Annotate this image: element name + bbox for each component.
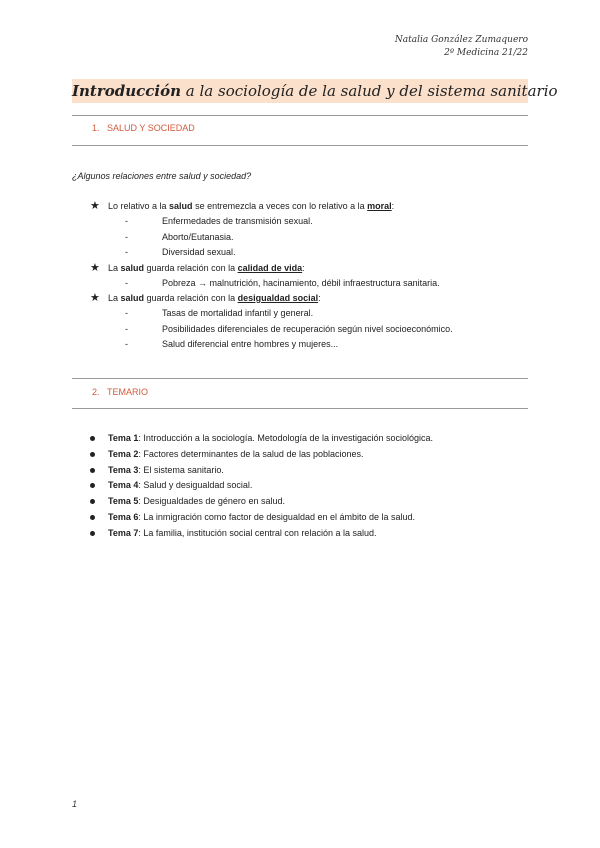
list-item bbox=[90, 447, 530, 463]
item-text: : bbox=[302, 262, 305, 273]
section1-number: 1. bbox=[92, 123, 100, 133]
sub-text: Enfermedades de transmisión sexual. bbox=[162, 216, 313, 226]
list-item bbox=[90, 199, 530, 261]
item-text: Lo relativo a la bbox=[108, 201, 170, 211]
temario-list bbox=[90, 431, 530, 542]
dash-marker: - bbox=[125, 339, 128, 349]
section2-heading bbox=[92, 387, 148, 397]
section1-rule-top bbox=[72, 115, 528, 116]
section2-number: 2. bbox=[92, 387, 100, 397]
item-text: : bbox=[318, 293, 321, 303]
sub-list bbox=[108, 306, 530, 353]
item-text: : bbox=[391, 201, 395, 211]
title-band bbox=[72, 79, 558, 103]
page-title bbox=[72, 82, 558, 100]
tema-text: : Introducción a la sociología. Metodología de la investigación sociológica. bbox=[138, 433, 434, 443]
item-underline: desigualdad social bbox=[237, 293, 319, 303]
bullet-icon bbox=[90, 531, 95, 536]
sub-list bbox=[108, 276, 530, 292]
list-item bbox=[90, 510, 530, 526]
list-item bbox=[90, 478, 530, 494]
sub-item bbox=[125, 322, 530, 338]
item-underline: moral bbox=[367, 201, 392, 211]
sub-text: Pobreza → malnutrición, hacinamiento, débil infraestructura sanitaria. bbox=[162, 277, 440, 288]
section2-rule-top bbox=[72, 378, 528, 379]
tema-text: : El sistema sanitario. bbox=[138, 464, 224, 475]
title-bold: Introducción bbox=[72, 82, 182, 100]
sub-item bbox=[125, 230, 530, 246]
author-name: Natalia González Zumaquero bbox=[394, 35, 528, 45]
tema-text: : La inmigración como factor de desigualdad en el ámbito de la salud. bbox=[138, 511, 416, 522]
item-text: La bbox=[108, 262, 121, 273]
tema-text: : Desigualdades de género en salud. bbox=[138, 496, 285, 507]
title-rest: a la sociología de la salud y del sistema sanitario bbox=[181, 82, 558, 100]
item-underline: calidad de vida bbox=[237, 262, 303, 273]
section1-rule-bottom bbox=[72, 145, 528, 146]
bullet-icon bbox=[90, 499, 95, 504]
item-text: guarda relación con la bbox=[144, 293, 238, 303]
section2-title: TEMARIO bbox=[107, 387, 149, 397]
list-item bbox=[90, 526, 530, 542]
item-text: guarda relación con la bbox=[144, 262, 238, 273]
section2-rule-bottom bbox=[72, 408, 528, 409]
tema-text: : Salud y desigualdad social. bbox=[138, 480, 253, 491]
list-item bbox=[90, 291, 530, 353]
sub-text: Aborto/Eutanasia. bbox=[162, 231, 234, 242]
dash-marker: - bbox=[125, 216, 128, 226]
page-number: 1 bbox=[72, 799, 78, 809]
sub-item bbox=[125, 337, 530, 353]
list-item bbox=[90, 261, 530, 292]
question: ¿Algunos relaciones entre salud y sociedad? bbox=[72, 171, 252, 181]
star-icon: ★ bbox=[90, 291, 100, 304]
bullet-icon bbox=[90, 515, 95, 520]
sub-item bbox=[125, 214, 530, 230]
sub-item bbox=[125, 276, 530, 292]
bullet-icon bbox=[90, 452, 95, 457]
tema-text: : La familia, institución social central con relación a la salud. bbox=[138, 527, 377, 538]
bullet-icon bbox=[90, 483, 95, 488]
sub-item bbox=[125, 245, 530, 261]
bullet-icon bbox=[90, 436, 95, 441]
dash-marker: - bbox=[125, 308, 128, 318]
tema-label: Tema 6 bbox=[108, 511, 139, 522]
list-item bbox=[90, 494, 530, 510]
bullet-icon bbox=[90, 468, 95, 473]
dash-marker: - bbox=[125, 277, 128, 288]
sub-text: Salud diferencial entre hombres y mujeres... bbox=[162, 339, 339, 349]
tema-label: Tema 2 bbox=[108, 448, 139, 459]
item-bold: salud bbox=[120, 293, 145, 303]
sub-text: Posibilidades diferenciales de recuperación según nivel socioeconómico. bbox=[162, 323, 453, 334]
item-bold: salud bbox=[169, 201, 193, 211]
list-item bbox=[90, 463, 530, 479]
sub-text: Diversidad sexual. bbox=[162, 247, 236, 257]
tema-text: : Factores determinantes de la salud de las poblaciones. bbox=[138, 448, 364, 459]
item-bold: salud bbox=[120, 262, 145, 273]
tema-label: Tema 3 bbox=[108, 464, 139, 475]
tema-label: Tema 1 bbox=[108, 433, 139, 443]
dash-marker: - bbox=[125, 247, 128, 257]
item-text: La bbox=[108, 293, 121, 303]
course-label: 2º Medicina 21/22 bbox=[444, 48, 528, 58]
dash-marker: - bbox=[125, 231, 128, 242]
star-icon: ★ bbox=[90, 260, 100, 274]
sub-text: Tasas de mortalidad infantil y general. bbox=[162, 308, 314, 318]
section1-heading bbox=[92, 123, 195, 133]
relations-list bbox=[90, 199, 530, 353]
dash-marker: - bbox=[125, 323, 128, 334]
section1-title: SALUD Y SOCIEDAD bbox=[107, 123, 195, 133]
tema-label: Tema 7 bbox=[108, 527, 139, 538]
sub-item bbox=[125, 306, 530, 322]
star-icon: ★ bbox=[90, 199, 100, 212]
tema-label: Tema 5 bbox=[108, 496, 139, 507]
author-block bbox=[395, 34, 528, 60]
tema-label: Tema 4 bbox=[108, 480, 139, 491]
sub-list bbox=[108, 214, 530, 261]
list-item bbox=[90, 431, 530, 447]
item-text: se entremezcla a veces con lo relativo a la bbox=[192, 201, 368, 211]
